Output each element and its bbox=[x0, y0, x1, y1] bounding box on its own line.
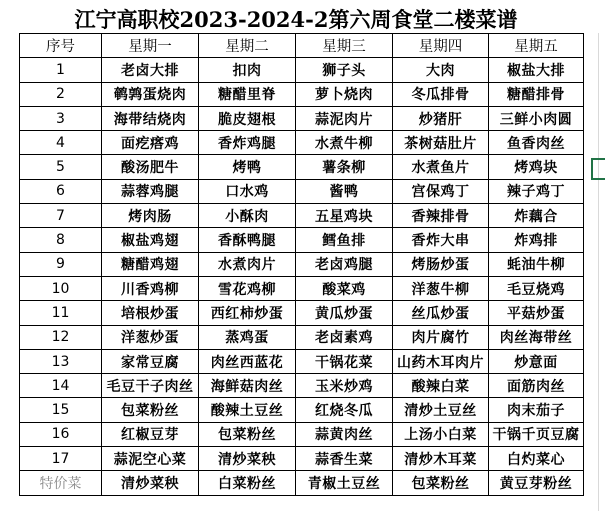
dish-cell[interactable]: 鳕鱼排 bbox=[296, 228, 393, 252]
dish-cell[interactable]: 烤鸡块 bbox=[489, 155, 584, 179]
dish-cell[interactable]: 肉丝海带丝 bbox=[489, 325, 584, 349]
header-cell-index[interactable]: 序号 bbox=[20, 34, 102, 58]
dish-cell[interactable]: 椒盐大排 bbox=[489, 58, 584, 82]
dish-cell[interactable]: 白灼菜心 bbox=[489, 447, 584, 471]
dish-cell[interactable]: 蒸鸡蛋 bbox=[199, 325, 296, 349]
dish-cell[interactable]: 黄瓜炒蛋 bbox=[296, 301, 393, 325]
row-index-cell[interactable]: 9 bbox=[20, 252, 102, 276]
dish-cell[interactable]: 蒜黄肉丝 bbox=[296, 422, 393, 446]
header-cell-friday[interactable]: 星期五 bbox=[489, 34, 584, 58]
dish-cell[interactable]: 酸辣白菜 bbox=[393, 374, 489, 398]
row-index-cell[interactable]: 6 bbox=[20, 179, 102, 203]
dish-cell[interactable]: 川香鸡柳 bbox=[102, 276, 199, 300]
special-dish-cell[interactable]: 清炒菜秧 bbox=[102, 471, 199, 495]
dish-cell[interactable]: 炒猪肝 bbox=[393, 106, 489, 130]
dish-cell[interactable]: 茶树菇肚片 bbox=[393, 131, 489, 155]
dish-cell[interactable]: 宫保鸡丁 bbox=[393, 179, 489, 203]
dish-cell[interactable]: 清炒土豆丝 bbox=[393, 398, 489, 422]
row-index-cell[interactable]: 16 bbox=[20, 422, 102, 446]
dish-cell[interactable]: 家常豆腐 bbox=[102, 349, 199, 373]
dish-cell[interactable]: 雪花鸡柳 bbox=[199, 276, 296, 300]
special-dish-cell[interactable]: 黄豆芽粉丝 bbox=[489, 471, 584, 495]
row-index-cell[interactable]: 7 bbox=[20, 204, 102, 228]
row-index-cell[interactable]: 5 bbox=[20, 155, 102, 179]
table-row bbox=[20, 325, 584, 349]
table-row bbox=[20, 82, 584, 106]
header-cell-wednesday[interactable]: 星期三 bbox=[296, 34, 393, 58]
dish-cell[interactable]: 干锅千页豆腐 bbox=[489, 422, 584, 446]
special-row bbox=[20, 471, 584, 495]
dish-cell[interactable]: 糖醋排骨 bbox=[489, 82, 584, 106]
dish-cell[interactable]: 扣肉 bbox=[199, 58, 296, 82]
dish-cell[interactable]: 面疙瘩鸡 bbox=[102, 131, 199, 155]
dish-cell[interactable]: 培根炒蛋 bbox=[102, 301, 199, 325]
dish-cell[interactable]: 烤肠炒蛋 bbox=[393, 252, 489, 276]
table-row bbox=[20, 447, 584, 471]
row-index-cell[interactable]: 3 bbox=[20, 106, 102, 130]
dish-cell[interactable]: 五星鸡块 bbox=[296, 204, 393, 228]
dish-cell[interactable]: 萝卜烧肉 bbox=[296, 82, 393, 106]
dish-cell[interactable]: 包菜粉丝 bbox=[199, 422, 296, 446]
row-index-cell[interactable]: 12 bbox=[20, 325, 102, 349]
dish-cell[interactable]: 山药木耳肉片 bbox=[393, 349, 489, 373]
dish-cell[interactable]: 清炒菜秧 bbox=[199, 447, 296, 471]
dish-cell[interactable]: 水煮牛柳 bbox=[296, 131, 393, 155]
dish-cell[interactable]: 干锅花菜 bbox=[296, 349, 393, 373]
dish-cell[interactable]: 毛豆烧鸡 bbox=[489, 276, 584, 300]
dish-cell[interactable]: 蒜蓉鸡腿 bbox=[102, 179, 199, 203]
dish-cell[interactable]: 狮子头 bbox=[296, 58, 393, 82]
dish-cell[interactable]: 辣子鸡丁 bbox=[489, 179, 584, 203]
table-row bbox=[20, 179, 584, 203]
dish-cell[interactable]: 面筋肉丝 bbox=[489, 374, 584, 398]
dish-cell[interactable]: 肉片腐竹 bbox=[393, 325, 489, 349]
special-dish-cell[interactable]: 白菜粉丝 bbox=[199, 471, 296, 495]
dish-cell[interactable]: 椒盐鸡翅 bbox=[102, 228, 199, 252]
dish-cell[interactable]: 红烧冬瓜 bbox=[296, 398, 393, 422]
dish-cell[interactable]: 上汤小白菜 bbox=[393, 422, 489, 446]
dish-cell[interactable]: 鹌鹑蛋烧肉 bbox=[102, 82, 199, 106]
dish-cell[interactable]: 肉末茄子 bbox=[489, 398, 584, 422]
dish-cell[interactable]: 香炸大串 bbox=[393, 228, 489, 252]
dish-cell[interactable]: 水煮肉片 bbox=[199, 252, 296, 276]
table-row bbox=[20, 252, 584, 276]
table-row bbox=[20, 228, 584, 252]
header-cell-tuesday[interactable]: 星期二 bbox=[199, 34, 296, 58]
dish-cell[interactable]: 蒜泥空心菜 bbox=[102, 447, 199, 471]
dish-cell[interactable]: 酸辣土豆丝 bbox=[199, 398, 296, 422]
table-row bbox=[20, 204, 584, 228]
table-row bbox=[20, 301, 584, 325]
dish-cell[interactable]: 炸鸡排 bbox=[489, 228, 584, 252]
menu-body bbox=[20, 58, 584, 471]
table-row bbox=[20, 374, 584, 398]
table-row bbox=[20, 398, 584, 422]
table-row bbox=[20, 131, 584, 155]
dish-cell[interactable]: 冬瓜排骨 bbox=[393, 82, 489, 106]
dish-cell[interactable]: 洋葱牛柳 bbox=[393, 276, 489, 300]
special-dish-cell[interactable]: 青椒土豆丝 bbox=[296, 471, 393, 495]
dish-cell[interactable]: 水煮鱼片 bbox=[393, 155, 489, 179]
table-row bbox=[20, 276, 584, 300]
dish-cell[interactable]: 糖醋里脊 bbox=[199, 82, 296, 106]
dish-cell[interactable]: 西红柿炒蛋 bbox=[199, 301, 296, 325]
dish-cell[interactable]: 酸菜鸡 bbox=[296, 276, 393, 300]
dish-cell[interactable]: 三鲜小肉圆 bbox=[489, 106, 584, 130]
table-row bbox=[20, 106, 584, 130]
dish-cell[interactable]: 玉米炒鸡 bbox=[296, 374, 393, 398]
row-index-cell[interactable]: 14 bbox=[20, 374, 102, 398]
dish-cell[interactable]: 酸汤肥牛 bbox=[102, 155, 199, 179]
dish-cell[interactable]: 平菇炒蛋 bbox=[489, 301, 584, 325]
row-index-cell[interactable]: 10 bbox=[20, 276, 102, 300]
dish-cell[interactable]: 蒜香生菜 bbox=[296, 447, 393, 471]
dish-cell[interactable]: 海带结烧肉 bbox=[102, 106, 199, 130]
table-row bbox=[20, 155, 584, 179]
menu-table bbox=[19, 33, 584, 496]
dish-cell[interactable]: 口水鸡 bbox=[199, 179, 296, 203]
dish-cell[interactable]: 包菜粉丝 bbox=[102, 398, 199, 422]
row-index-cell[interactable]: 15 bbox=[20, 398, 102, 422]
dish-cell[interactable]: 老卤鸡腿 bbox=[296, 252, 393, 276]
dish-cell[interactable]: 薯条柳 bbox=[296, 155, 393, 179]
table-row bbox=[20, 422, 584, 446]
dish-cell[interactable]: 洋葱炒蛋 bbox=[102, 325, 199, 349]
dish-cell[interactable]: 炒意面 bbox=[489, 349, 584, 373]
dish-cell[interactable]: 烤肉肠 bbox=[102, 204, 199, 228]
header-cell-thursday[interactable]: 星期四 bbox=[393, 34, 489, 58]
row-index-cell[interactable]: 2 bbox=[20, 82, 102, 106]
column-gridline bbox=[598, 33, 599, 511]
dish-cell[interactable]: 鱼香肉丝 bbox=[489, 131, 584, 155]
selected-cell-indicator[interactable] bbox=[591, 158, 605, 180]
dish-cell[interactable]: 小酥肉 bbox=[199, 204, 296, 228]
dish-cell[interactable]: 清炒木耳菜 bbox=[393, 447, 489, 471]
dish-cell[interactable]: 蒜泥肉片 bbox=[296, 106, 393, 130]
dish-cell[interactable]: 香炸鸡腿 bbox=[199, 131, 296, 155]
menu-title[interactable]: 江宁高职校2023-2024-2第六周食堂二楼菜谱 bbox=[74, 7, 518, 32]
header-row bbox=[20, 34, 584, 58]
dish-cell[interactable]: 脆皮翅根 bbox=[199, 106, 296, 130]
dish-cell[interactable]: 烤鸭 bbox=[199, 155, 296, 179]
dish-cell[interactable]: 红椒豆芽 bbox=[102, 422, 199, 446]
dish-cell[interactable]: 肉丝西蓝花 bbox=[199, 349, 296, 373]
header-cell-monday[interactable]: 星期一 bbox=[102, 34, 199, 58]
dish-cell[interactable]: 糖醋鸡翅 bbox=[102, 252, 199, 276]
dish-cell[interactable]: 丝瓜炒蛋 bbox=[393, 301, 489, 325]
row-index-cell[interactable]: 11 bbox=[20, 301, 102, 325]
dish-cell[interactable]: 毛豆干子肉丝 bbox=[102, 374, 199, 398]
row-index-cell[interactable]: 13 bbox=[20, 349, 102, 373]
dish-cell[interactable]: 酱鸭 bbox=[296, 179, 393, 203]
dish-cell[interactable]: 老卤大排 bbox=[102, 58, 199, 82]
special-dish-cell[interactable]: 包菜粉丝 bbox=[393, 471, 489, 495]
table-row bbox=[20, 349, 584, 373]
dish-cell[interactable]: 蚝油牛柳 bbox=[489, 252, 584, 276]
table-row bbox=[20, 58, 584, 82]
dish-cell[interactable]: 香酥鸭腿 bbox=[199, 228, 296, 252]
dish-cell[interactable]: 海鲜菇肉丝 bbox=[199, 374, 296, 398]
row-index-cell[interactable]: 1 bbox=[20, 58, 102, 82]
dish-cell[interactable]: 香辣排骨 bbox=[393, 204, 489, 228]
dish-cell[interactable]: 炸藕合 bbox=[489, 204, 584, 228]
row-index-cell[interactable]: 4 bbox=[20, 131, 102, 155]
dish-cell[interactable]: 老卤素鸡 bbox=[296, 325, 393, 349]
special-label-cell[interactable]: 特价菜 bbox=[20, 471, 102, 495]
dish-cell[interactable]: 大肉 bbox=[393, 58, 489, 82]
row-index-cell[interactable]: 17 bbox=[20, 447, 102, 471]
row-index-cell[interactable]: 8 bbox=[20, 228, 102, 252]
